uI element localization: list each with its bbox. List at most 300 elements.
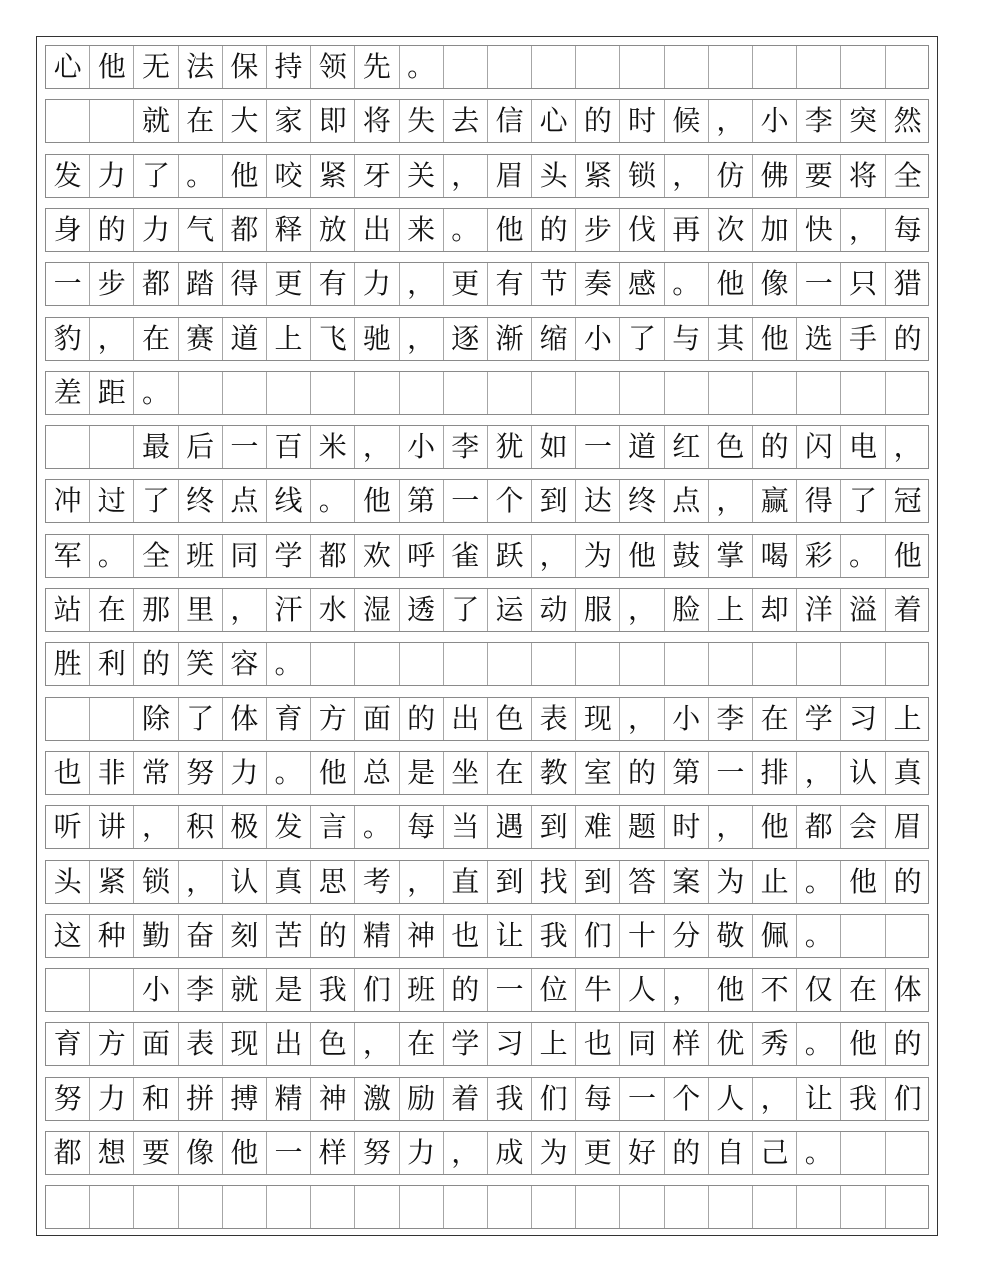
grid-cell: ， [893, 430, 922, 464]
grid-cell: 拼 [179, 1078, 223, 1120]
grid-cell: 秀 [753, 1023, 797, 1065]
grid-cell: 同 [620, 1023, 664, 1065]
grid-cell: 常 [134, 752, 178, 794]
grid-cell [886, 915, 930, 957]
grid-cell: 的 [620, 752, 664, 794]
grid-cell: 放 [311, 209, 355, 251]
grid-cell: 刻 [223, 915, 267, 957]
grid-cell: 位 [532, 969, 576, 1011]
grid-cell: 总 [355, 752, 399, 794]
grid-cell: 渐 [488, 318, 532, 360]
grid-cell: 锁 [620, 155, 664, 197]
grid-cell: 们 [893, 1081, 922, 1115]
grid-cell: 快 [797, 209, 841, 251]
grid-cell: 分 [665, 915, 709, 957]
grid-cell: 冲 [46, 480, 90, 522]
grid-cell: 。 [400, 46, 444, 88]
grid-cell [797, 372, 841, 414]
grid-cell: 要 [797, 155, 841, 197]
grid-cell: 道 [620, 426, 664, 468]
grid-cell [709, 372, 753, 414]
grid-cell: 时 [665, 806, 709, 848]
grid-cell: 步 [576, 209, 620, 251]
grid-cell: 即 [311, 100, 355, 142]
grid-cell: 。 [797, 915, 841, 957]
grid-cell [886, 372, 930, 414]
grid-cell: 仿 [709, 155, 753, 197]
grid-cell: 透 [400, 589, 444, 631]
grid-cell: 的 [893, 1027, 922, 1061]
grid-cell: 闪 [797, 426, 841, 468]
grid-cell: 欢 [355, 535, 399, 577]
grid-cell [620, 1186, 664, 1228]
grid-cell: ， [444, 155, 488, 197]
grid-cell: 。 [444, 209, 488, 251]
grid-cell: 关 [400, 155, 444, 197]
grid-cell [576, 1186, 620, 1228]
grid-cell: 一 [620, 1078, 664, 1120]
grid-cell: 冠 [893, 484, 922, 518]
grid-cell: 像 [179, 1132, 223, 1174]
grid-cell: 了 [134, 155, 178, 197]
grid-cell [886, 1132, 930, 1174]
grid-cell: 去 [444, 100, 488, 142]
grid-cell: 们 [576, 915, 620, 957]
grid-cell [46, 969, 90, 1011]
grid-cell: 到 [532, 806, 576, 848]
grid-cell: 积 [179, 806, 223, 848]
grid-cell: 的 [532, 209, 576, 251]
grid-row [45, 914, 929, 958]
grid-cell: 心 [46, 46, 90, 88]
grid-cell: 小 [134, 969, 178, 1011]
grid-cell: 都 [797, 806, 841, 848]
grid-cell: 节 [532, 263, 576, 305]
grid-cell: 一 [46, 263, 90, 305]
grid-cell [311, 1186, 355, 1228]
grid-cell: 教 [532, 752, 576, 794]
grid-cell: 他 [488, 209, 532, 251]
grid-cell: 们 [532, 1078, 576, 1120]
grid-row [45, 317, 929, 361]
grid-cell: 力 [223, 752, 267, 794]
grid-cell: 终 [179, 480, 223, 522]
grid-cell: ， [400, 318, 444, 360]
grid-cell: 排 [753, 752, 797, 794]
grid-cell: 李 [179, 969, 223, 1011]
grid-cell: 伐 [620, 209, 664, 251]
grid-cell [444, 46, 488, 88]
grid-cell: 力 [355, 263, 399, 305]
grid-cell: 在 [90, 589, 134, 631]
grid-cell: 育 [267, 698, 311, 740]
grid-cell [753, 643, 797, 685]
grid-cell: 牙 [355, 155, 399, 197]
grid-cell: 再 [665, 209, 709, 251]
grid-cell: 小 [576, 318, 620, 360]
grid-cell [223, 372, 267, 414]
grid-cell: 信 [488, 100, 532, 142]
grid-cell: 先 [355, 46, 399, 88]
grid-cell: 气 [179, 209, 223, 251]
grid-cell: 。 [179, 155, 223, 197]
grid-cell: 一 [488, 969, 532, 1011]
grid-cell: 我 [841, 1078, 885, 1120]
grid-cell: 在 [134, 318, 178, 360]
grid-cell: 掌 [709, 535, 753, 577]
grid-row [45, 1022, 929, 1066]
grid-cell [620, 372, 664, 414]
grid-cell: 力 [90, 155, 134, 197]
grid-cell: 更 [576, 1132, 620, 1174]
grid-row [45, 1131, 929, 1175]
grid-cell: 一 [709, 752, 753, 794]
grid-row [45, 479, 929, 523]
grid-cell: 第 [665, 752, 709, 794]
grid-cell: 力 [90, 1078, 134, 1120]
grid-cell: 赛 [179, 318, 223, 360]
grid-cell [620, 46, 664, 88]
grid-cell: 的 [893, 321, 922, 355]
grid-cell: 讲 [90, 806, 134, 848]
grid-cell: 的 [134, 643, 178, 685]
grid-cell: 水 [311, 589, 355, 631]
grid-cell: 犹 [488, 426, 532, 468]
grid-cell: 上 [709, 589, 753, 631]
grid-cell: 到 [488, 861, 532, 903]
grid-cell: ， [665, 969, 709, 1011]
grid-cell [797, 643, 841, 685]
grid-cell: 个 [488, 480, 532, 522]
grid-cell: 将 [841, 155, 885, 197]
grid-cell: 湿 [355, 589, 399, 631]
grid-cell: 到 [532, 480, 576, 522]
grid-cell: 止 [753, 861, 797, 903]
grid-cell: 体 [223, 698, 267, 740]
grid-cell [797, 46, 841, 88]
grid-cell [488, 372, 532, 414]
grid-cell: 神 [400, 915, 444, 957]
grid-cell: 听 [46, 806, 90, 848]
grid-cell: 体 [893, 973, 922, 1007]
grid-row [45, 154, 929, 198]
grid-cell: 咬 [267, 155, 311, 197]
grid-row [45, 208, 929, 252]
grid-cell: 一 [223, 426, 267, 468]
grid-cell: 的 [90, 209, 134, 251]
grid-cell: 着 [893, 593, 922, 626]
grid-cell: 直 [444, 861, 488, 903]
grid-cell: 踏 [179, 263, 223, 305]
grid-cell: 励 [400, 1078, 444, 1120]
grid-cell: 。 [665, 263, 709, 305]
grid-cell: 牛 [576, 969, 620, 1011]
grid-cell: 胜 [46, 643, 90, 685]
grid-cell: 学 [444, 1023, 488, 1065]
grid-cell: 身 [46, 209, 90, 251]
grid-cell: 样 [665, 1023, 709, 1065]
grid-cell: 努 [46, 1078, 90, 1120]
grid-cell: 紧 [576, 155, 620, 197]
grid-cell: 题 [620, 806, 664, 848]
grid-cell [90, 969, 134, 1011]
grid-cell: ， [179, 861, 223, 903]
grid-cell [841, 1132, 885, 1174]
grid-cell: 将 [355, 100, 399, 142]
grid-cell: 来 [400, 209, 444, 251]
grid-cell: 那 [134, 589, 178, 631]
grid-row [45, 99, 929, 143]
grid-cell: 思 [311, 861, 355, 903]
grid-cell: 佛 [753, 155, 797, 197]
grid-cell: 出 [355, 209, 399, 251]
grid-cell [576, 46, 620, 88]
grid-cell: 神 [311, 1078, 355, 1120]
grid-cell: 感 [620, 263, 664, 305]
grid-cell [709, 1186, 753, 1228]
grid-cell: 。 [267, 643, 311, 685]
grid-cell [444, 643, 488, 685]
grid-cell: 却 [753, 589, 797, 631]
grid-cell: 发 [267, 806, 311, 848]
grid-cell: 与 [665, 318, 709, 360]
grid-cell: 都 [223, 209, 267, 251]
grid-cell: 距 [90, 372, 134, 414]
grid-cell: 了 [134, 480, 178, 522]
grid-cell: ， [90, 318, 134, 360]
grid-cell: 彩 [797, 535, 841, 577]
grid-cell: 己 [753, 1132, 797, 1174]
grid-cell: 室 [576, 752, 620, 794]
grid-cell: 赢 [753, 480, 797, 522]
grid-cell: 他 [753, 806, 797, 848]
grid-cell: 每 [576, 1078, 620, 1120]
grid-cell: 苦 [267, 915, 311, 957]
grid-cell [665, 643, 709, 685]
grid-row [45, 968, 929, 1012]
grid-cell: ， [400, 263, 444, 305]
grid-cell: 非 [90, 752, 134, 794]
grid-cell [90, 426, 134, 468]
grid-cell: 个 [665, 1078, 709, 1120]
grid-cell: 全 [134, 535, 178, 577]
grid-cell: 为 [576, 535, 620, 577]
grid-cell: 力 [134, 209, 178, 251]
grid-cell: ， [620, 589, 664, 631]
grid-row [45, 45, 929, 89]
grid-cell: 都 [46, 1132, 90, 1174]
grid-cell: 考 [355, 861, 399, 903]
grid-cell [134, 1186, 178, 1228]
grid-cell: 全 [893, 158, 922, 192]
grid-cell: 里 [179, 589, 223, 631]
grid-cell: 更 [267, 263, 311, 305]
grid-cell [753, 46, 797, 88]
grid-cell: 了 [179, 698, 223, 740]
grid-cell: 洋 [797, 589, 841, 631]
grid-row [45, 1185, 929, 1229]
grid-cell: 小 [400, 426, 444, 468]
grid-cell: 站 [46, 589, 90, 631]
grid-cell: 都 [311, 535, 355, 577]
grid-cell: 同 [223, 535, 267, 577]
grid-cell: ， [665, 155, 709, 197]
grid-cell: 锁 [134, 861, 178, 903]
grid-cell: 动 [532, 589, 576, 631]
grid-cell: ， [444, 1132, 488, 1174]
essay-grid-sheet [36, 36, 938, 1236]
grid-cell: 时 [620, 100, 664, 142]
grid-cell: 得 [223, 263, 267, 305]
grid-cell: 终 [620, 480, 664, 522]
grid-cell: 呼 [400, 535, 444, 577]
grid-cell: 有 [488, 263, 532, 305]
grid-cell: 后 [179, 426, 223, 468]
grid-cell: 电 [841, 426, 885, 468]
grid-cell: ， [709, 480, 753, 522]
grid-cell: 。 [311, 480, 355, 522]
grid-cell: 服 [576, 589, 620, 631]
grid-cell: ， [532, 535, 576, 577]
grid-cell: 他 [355, 480, 399, 522]
grid-cell: 。 [355, 806, 399, 848]
grid-cell [841, 1186, 885, 1228]
grid-cell: 现 [223, 1023, 267, 1065]
grid-cell: 成 [488, 1132, 532, 1174]
grid-cell: 就 [134, 100, 178, 142]
grid-cell: ， [797, 752, 841, 794]
grid-cell [532, 643, 576, 685]
grid-cell: ， [841, 209, 885, 251]
grid-cell: 汗 [267, 589, 311, 631]
grid-cell: 让 [797, 1078, 841, 1120]
grid-cell: 为 [709, 861, 753, 903]
grid-cell [576, 372, 620, 414]
grid-cell [267, 372, 311, 414]
grid-cell: 候 [665, 100, 709, 142]
grid-cell: 奋 [179, 915, 223, 957]
grid-cell [355, 643, 399, 685]
grid-cell: 色 [709, 426, 753, 468]
grid-cell: 出 [267, 1023, 311, 1065]
grid-cell: 运 [488, 589, 532, 631]
grid-cell: 的 [893, 864, 922, 898]
grid-cell: 仅 [797, 969, 841, 1011]
grid-cell: 释 [267, 209, 311, 251]
grid-row [45, 534, 929, 578]
grid-cell: 的 [444, 969, 488, 1011]
grid-cell: 驰 [355, 318, 399, 360]
grid-cell: 真 [267, 861, 311, 903]
grid-row [45, 805, 929, 849]
grid-cell [179, 372, 223, 414]
grid-cell: 然 [893, 104, 922, 138]
grid-cell: 难 [576, 806, 620, 848]
grid-cell: 在 [753, 698, 797, 740]
grid-cell: 人 [620, 969, 664, 1011]
grid-cell: 当 [444, 806, 488, 848]
grid-cell: 米 [311, 426, 355, 468]
grid-cell [488, 643, 532, 685]
grid-cell [841, 372, 885, 414]
grid-cell: 他 [223, 155, 267, 197]
grid-cell [90, 698, 134, 740]
grid-cell: 容 [223, 643, 267, 685]
grid-cell [753, 1186, 797, 1228]
grid-cell: 头 [532, 155, 576, 197]
grid-cell: 也 [576, 1023, 620, 1065]
grid-cell: 加 [753, 209, 797, 251]
grid-cell: 。 [797, 1132, 841, 1174]
grid-cell: 跃 [488, 535, 532, 577]
grid-cell: ， [134, 806, 178, 848]
grid-cell: 。 [134, 372, 178, 414]
grid-cell [886, 46, 930, 88]
grid-cell [90, 100, 134, 142]
grid-cell: 是 [267, 969, 311, 1011]
grid-cell: 无 [134, 46, 178, 88]
grid-cell: 表 [532, 698, 576, 740]
grid-cell: 猎 [893, 267, 922, 301]
grid-cell: 他 [841, 1023, 885, 1065]
grid-cell: 达 [576, 480, 620, 522]
grid-cell: 搏 [223, 1078, 267, 1120]
grid-cell: ， [709, 806, 753, 848]
grid-cell [797, 1186, 841, 1228]
grid-cell: 精 [355, 915, 399, 957]
grid-cell: 案 [665, 861, 709, 903]
grid-cell: 的 [753, 426, 797, 468]
grid-row [45, 1077, 929, 1121]
grid-cell: 他 [223, 1132, 267, 1174]
grid-cell: 的 [311, 915, 355, 957]
grid-cell: 这 [46, 915, 90, 957]
grid-cell [46, 698, 90, 740]
grid-row [45, 371, 929, 415]
grid-cell [311, 372, 355, 414]
grid-cell: 大 [223, 100, 267, 142]
grid-cell: 笑 [179, 643, 223, 685]
grid-cell: 他 [841, 861, 885, 903]
grid-cell: 色 [311, 1023, 355, 1065]
grid-cell: 奏 [576, 263, 620, 305]
grid-cell: 一 [576, 426, 620, 468]
grid-cell: 点 [665, 480, 709, 522]
grid-cell [841, 46, 885, 88]
grid-cell: 学 [267, 535, 311, 577]
grid-cell: 缩 [532, 318, 576, 360]
grid-cell: 力 [400, 1132, 444, 1174]
grid-cell: 。 [841, 535, 885, 577]
grid-cell: 喝 [753, 535, 797, 577]
grid-cell: 突 [841, 100, 885, 142]
grid-cell [532, 46, 576, 88]
grid-cell: 在 [400, 1023, 444, 1065]
grid-cell: 溢 [841, 589, 885, 631]
grid-cell: 不 [753, 969, 797, 1011]
grid-cell [841, 643, 885, 685]
grid-cell: ， [355, 426, 399, 468]
grid-cell: 也 [46, 752, 90, 794]
grid-cell: 小 [665, 698, 709, 740]
grid-cell [46, 426, 90, 468]
grid-cell [444, 1186, 488, 1228]
grid-cell: 最 [134, 426, 178, 468]
grid-cell: 好 [620, 1132, 664, 1174]
grid-cell: 领 [311, 46, 355, 88]
grid-cell: 脸 [665, 589, 709, 631]
grid-cell: 让 [488, 915, 532, 957]
